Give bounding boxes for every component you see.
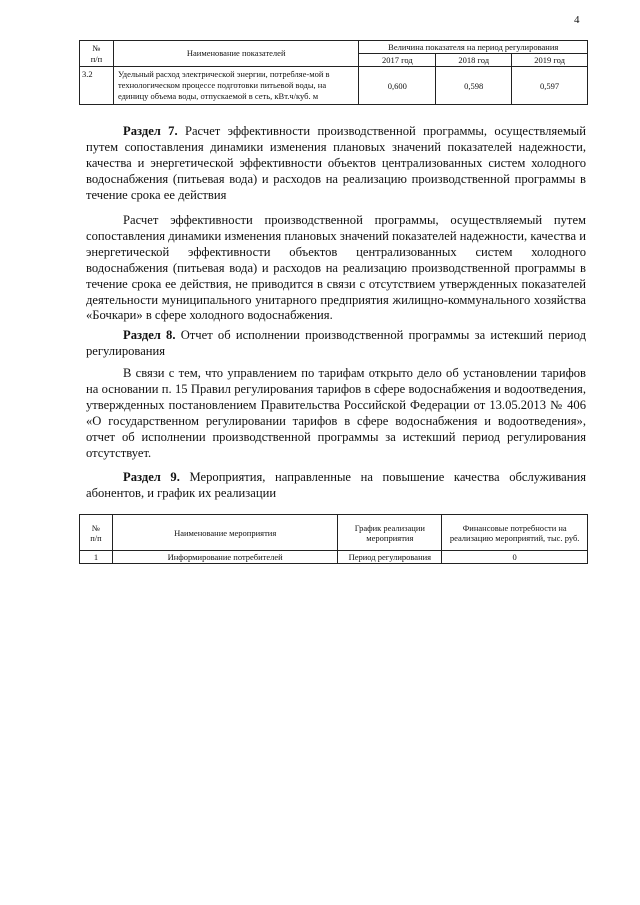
row-finance: 0: [442, 551, 588, 564]
section-8-heading-text: Отчет об исполнении производственной программы за истекший период регулирования: [86, 328, 586, 358]
col-header-indicator: Наименование показателей: [113, 41, 359, 67]
col-header-finance: Финансовые потребности на реализацию мероприятий, тыс. руб.: [442, 515, 588, 551]
section-7-title: Раздел 7.: [123, 124, 178, 138]
section-8-heading: [86, 328, 586, 360]
col-header-number: № п/п: [80, 41, 114, 67]
section-8-title: Раздел 8.: [123, 328, 176, 342]
row-indicator-name: Удельный расход электрической энергии, потребляе-мой в технологическом процессе подготовки питьевой воды, на единицу объема воды, отпускаемой в сеть, кВт.ч/куб. м: [113, 67, 359, 105]
table-row: [80, 67, 588, 105]
section-7-body: Расчет эффективности производственной программы, осуществляемый путем сопоставления динамики изменения плановых значений показателей надежности, качества и энергетической эффективности объектов централизованных систем холодного водоснабжения (питьевая вода) и расходов на реализацию производственной программы в течение срока ее действия, не приводится в связи с отсутствием утвержденных показателей деятельности муниципального унитарного предприятия жилищно-коммунального хозяйства «Бочкари» в сфере холодного водоснабжения.: [86, 213, 586, 323]
indicators-table: [79, 40, 588, 105]
section-7-heading: [86, 124, 586, 204]
table-row: [80, 551, 588, 564]
section-9-title: Раздел 9.: [123, 470, 180, 484]
section-8-body: В связи с тем, что управлением по тарифам открыто дело об установлении тарифов на основании п. 15 Правил регулирования тарифов в сфере водоснабжения и водоотведения, утвержденных постановлением Правительства Российской Федерации от 13.05.2013 № 406 «О государственном регулировании тарифов в сфере водоснабжения и водоотведения», отчет об исполнении производственной программы за истекший период регулирования отсутствует.: [86, 366, 586, 460]
row-value-2017: 0,600: [359, 67, 436, 105]
col-header-activity: Наименование мероприятия: [112, 515, 337, 551]
section-7-heading-text: Расчет эффективности производственной программы, осуществляемый путем сопоставления динамики изменения плановых значений показателей надежности, качества и энергетической эффективности объектов централизованных систем холодного водоснабжения (питьевая вода) и расходов на реализацию производственной программы в течение срока ее действия: [86, 124, 586, 202]
col-header-year-2019: 2019 год: [512, 54, 588, 67]
row-activity-name: Информирование потребителей: [112, 551, 337, 564]
activities-table: [79, 514, 588, 564]
col-header-year-2018: 2018 год: [436, 54, 512, 67]
row-schedule: Период регулирования: [338, 551, 442, 564]
section-9-heading-text: Мероприятия, направленные на повышение качества обслуживания абонентов, и график их реализации: [86, 470, 586, 500]
col-header-schedule: График реализации мероприятия: [338, 515, 442, 551]
row-value-2018: 0,598: [436, 67, 512, 105]
row-number: 1: [80, 551, 113, 564]
col-header-number: № п/п: [80, 515, 113, 551]
row-value-2019: 0,597: [512, 67, 588, 105]
page-number: 4: [574, 14, 580, 26]
col-header-year-2017: 2017 год: [359, 54, 436, 67]
row-code: 3.2: [80, 67, 114, 105]
section-9-heading: [86, 470, 586, 502]
col-header-period-group: Величина показателя на период регулирования: [359, 41, 588, 54]
